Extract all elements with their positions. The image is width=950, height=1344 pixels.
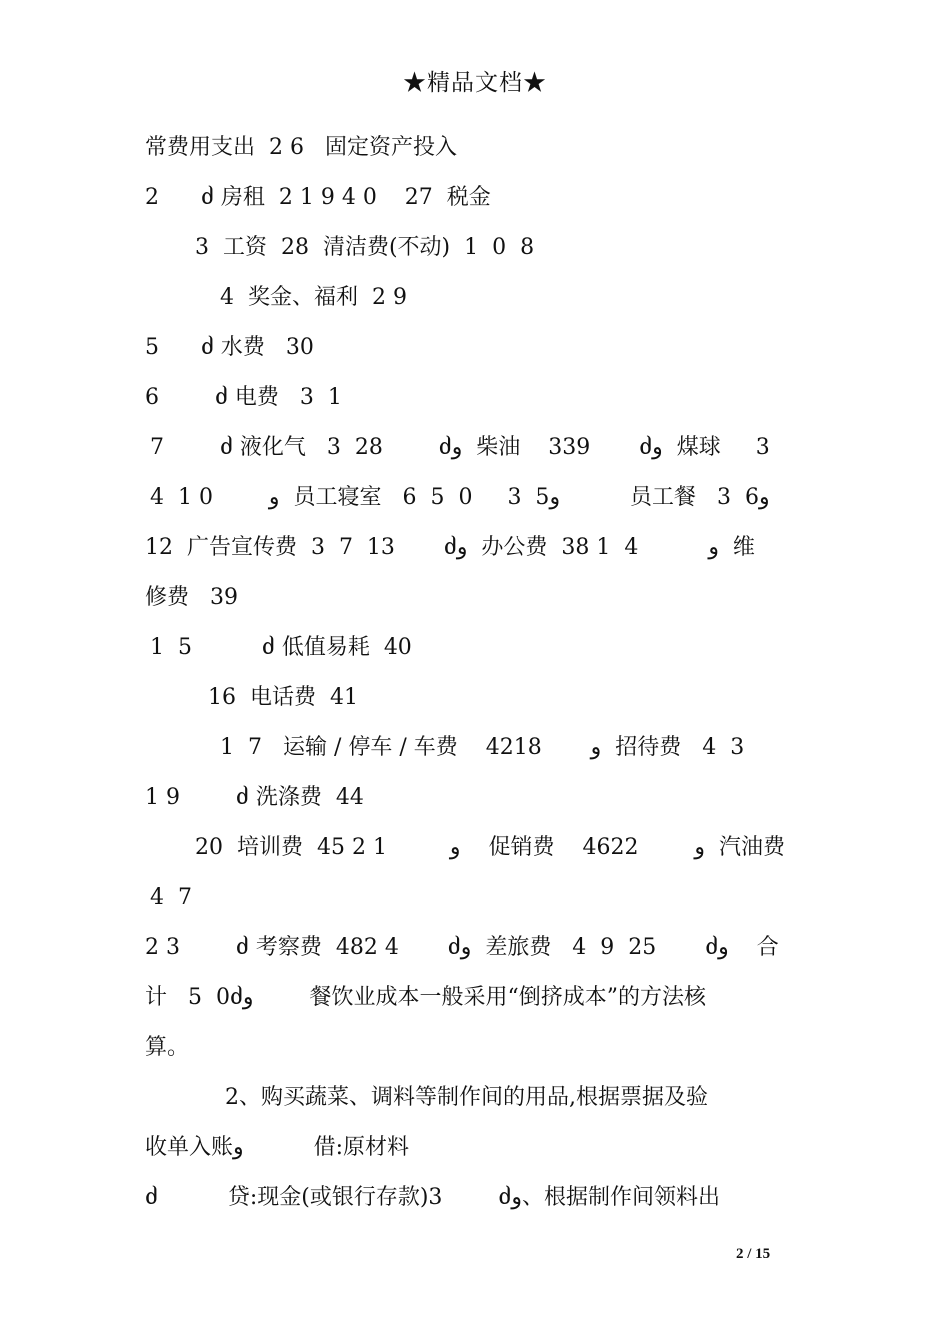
text-line: 收单入账و 借:原材料 — [145, 1135, 409, 1160]
text-line: 1 9 ძ 洗涤费 44 — [145, 785, 364, 810]
text-line: 16 电话费 41 — [208, 685, 358, 710]
text-line: 修费 39 — [145, 585, 238, 610]
text-line: 5 ძ 水费 30 — [145, 335, 314, 360]
text-line: 2、购买蔬菜、调料等制作间的用品,根据票据及验 — [225, 1085, 708, 1110]
text-line: 2 3 ძ 考察费 482 4 ძو 差旅费 4 9 25 ძو 合 — [145, 935, 779, 960]
text-line: 4 奖金、福利 2 9 — [220, 285, 407, 310]
text-line: 2 ძ 房租 2 1 9 4 0 27 税金 — [145, 185, 491, 210]
page-header-title: ★精品文档★ — [403, 70, 547, 96]
text-line: 6 ძ 电费 3 1 — [145, 385, 342, 410]
text-line: 4 1 0 و 员工寝室 6 5 0 3 5و 员工餐 3 6و — [150, 485, 770, 510]
page-number: 2 / 15 — [736, 1246, 771, 1262]
text-line: 3 工资 28 清洁费(不动) 1 0 8 — [195, 235, 535, 260]
text-line: 4 7 — [150, 885, 192, 910]
text-line: 20 培训费 45 2 1 و 促销费 4622 و 汽油费 — [195, 835, 786, 860]
text-line: 1 5 ძ 低值易耗 40 — [150, 635, 412, 660]
text-line: 7 ძ 液化气 3 28 ძو 柴油 339 ძو 煤球 3 — [150, 435, 770, 460]
text-line: 12 广告宣传费 3 7 13 ძو 办公费 38 1 4 و 维 — [145, 535, 755, 560]
text-line: 计 5 0ძو 餐饮业成本一般采用“倒挤成本”的方法核 — [145, 985, 706, 1010]
text-line: ძ 贷:现金(或银行存款)3 ძو、根据制作间领料出 — [145, 1185, 720, 1210]
text-line: 1 7 运输 / 停车 / 车费 4218 و 招待费 4 3 — [220, 735, 745, 760]
text-line: 算。 — [145, 1035, 190, 1060]
text-line: 常费用支出 2 6 固定资产投入 — [145, 135, 457, 160]
